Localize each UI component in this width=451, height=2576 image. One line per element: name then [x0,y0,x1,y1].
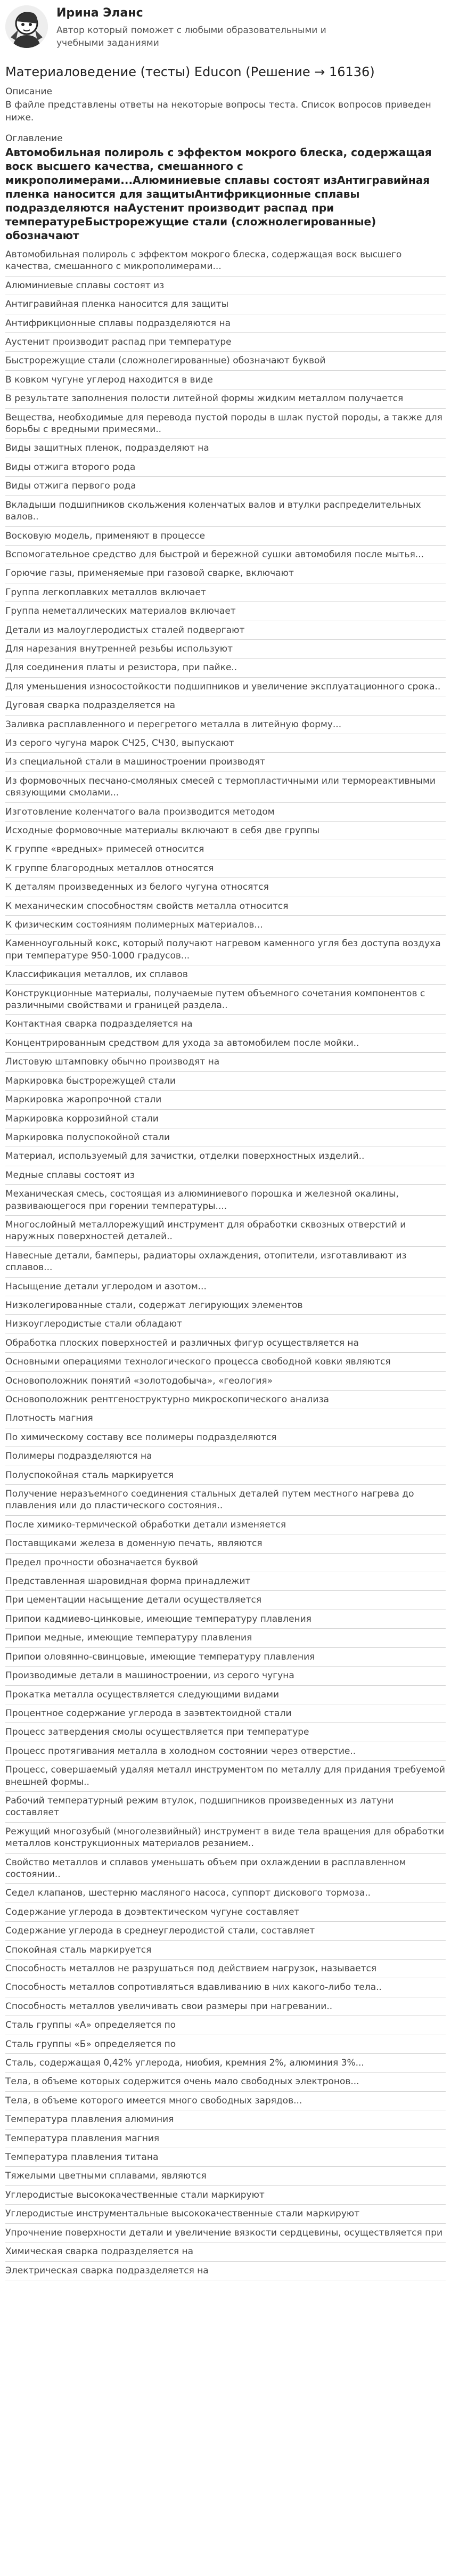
list-item: Содержание углерода в доэвтектическом чугуне составляет [5,1903,446,1922]
list-item: Виды защитных пленок, подразделяют на [5,439,446,458]
list-item: Температура плавления алюминия [5,2110,446,2129]
list-item: Получение неразъемного соединения стальных деталей путем местного нагрева до плавления или до пластического состояния.. [5,1485,446,1516]
author-block [5,5,446,50]
list-item: Контактная сварка подразделяется на [5,1015,446,1034]
list-item: В ковком чугуне углерод находится в виде [5,371,446,389]
list-item: Процесс затвердения смолы осуществляется при температуре [5,1723,446,1742]
list-item: Углеродистые инструментальные высококачественные стали маркируют [5,2205,446,2223]
list-item: Вкладыши подшипников скольжения коленчатых валов и втулки распределительных валов.. [5,496,446,527]
list-item: Низкоуглеродистые стали обладают [5,1315,446,1334]
toc-heading: Автомобильная полироль с эффектом мокрого блеска, содержащая воск высшего качества, смешанного с микрополимерами...Алюминиевые сплавы состоят изАнтигравийная пленка наносится для защитыАнтифрикционные сплавы подразделяются наАустенит производит распад при температуреБыстрорежущие стали (сложнолегированные) обозначают [5,146,432,242]
list-item: Процентное содержание углерода в заэвтектоидной стали [5,1704,446,1723]
list-item: Из формовочных песчано-смоляных смесей с термопластичными или термореактивными связующими смолами... [5,772,446,803]
list-item: Процесс, совершаемый удаляя металл инструментом по металлу для придания требуемой внешней формы.. [5,1761,446,1792]
list-item: Конструкционные материалы, получаемые путем объемного сочетания компонентов с различными свойствами и границей раздела.. [5,985,446,1015]
list-item: Детали из малоуглеродистых сталей подвергают [5,621,446,640]
list-item: Рабочий температурный режим втулок, подшипников произведенных из латуни составляет [5,1792,446,1823]
list-item: Горючие газы, применяемые при газовой сварке, включают [5,564,446,583]
list-item: К группе благородных металлов относятся [5,859,446,878]
list-item: Маркировка полуспокойной стали [5,1128,446,1147]
toc-label: Оглавление [5,133,63,144]
list-item: Полимеры подразделяются на [5,1447,446,1466]
list-item: Производимые детали в машиностроении, из серого чугуна [5,1667,446,1685]
list-item: Спокойная сталь маркируется [5,1941,446,1960]
list-item: Свойство металлов и сплавов уменьшать объем при охлаждении в расплавленном состоянии.. [5,1854,446,1884]
list-item: К физическим состояниям полимерных материалов... [5,916,446,934]
author-info [56,5,355,50]
list-item: Из серого чугуна марок СЧ25, СЧ30, выпускают [5,734,446,753]
list-item: Припои медные, имеющие температуру плавления [5,1629,446,1647]
description-text: В файле представлены ответы на некоторые вопросы теста. Список вопросов приведен ниже. [5,100,431,123]
list-item: Упрочнение поверхности детали и увеличение вязкости сердцевины, осуществляется при [5,2224,446,2242]
list-item: Восковую модель, применяют в процессе [5,527,446,546]
list-item: Насыщение детали углеродом и азотом... [5,1278,446,1296]
list-item: Маркировка коррозийной стали [5,1110,446,1128]
list-item: Многослойный металлорежущий инструмент для обработки сквозных отверстий и наружных поверхностей деталей.. [5,1216,446,1247]
list-item: Для уменьшения износостойкости подшипников и увеличение эксплуатационного срока.. [5,678,446,696]
list-item: Вспомогательное средство для быстрой и бережной сушки автомобиля после мытья... [5,546,446,564]
list-item: Основоположник понятий «золотодобыча», «геология» [5,1372,446,1391]
list-item: Способность металлов увеличивать свои размеры при нагревании.. [5,1997,446,2016]
list-item: Маркировка жаропрочной стали [5,1091,446,1109]
list-item: Низколегированные стали, содержат легирующих элементов [5,1296,446,1315]
list-item: Из специальной стали в машиностроении производят [5,753,446,771]
list-item: Поставщиками железа в доменную печать, являются [5,1534,446,1553]
list-item: Содержание углерода в среднеуглеродистой стали, составляет [5,1922,446,1940]
list-item: Способность металлов сопротивляться вдавливанию в них какого-либо тела.. [5,1978,446,1997]
list-item: К деталям произведенных из белого чугуна относятся [5,878,446,897]
author-description: Автор который поможет с любыми образовательными и учебными заданиями [56,25,326,48]
list-item: Прокатка металла осуществляется следующими видами [5,1686,446,1704]
list-item: Виды отжига первого рода [5,477,446,495]
list-item: Листовую штамповку обычно производят на [5,1053,446,1071]
list-item: Автомобильная полироль с эффектом мокрого блеска, содержащая воск высшего качества, смешанного с микрополимерами... [5,246,446,277]
list-item: Исходные формовочные материалы включают в себя две группы [5,822,446,840]
list-item: По химическому составу все полимеры подразделяются [5,1428,446,1447]
list-item: Материал, используемый для зачистки, отделки поверхностных изделий.. [5,1147,446,1166]
list-item: Температура плавления титана [5,2148,446,2167]
list-item: Сталь, содержащая 0,42% углерода, ниобия, кремния 2%, алюминия 3%... [5,2054,446,2073]
list-item: Тела, в объеме которого имеется много свободных зарядов... [5,2092,446,2110]
list-item: Режущий многозубый (многолезвийный) инструмент в виде тела вращения для обработки металлов конструкционных материалов резанием.. [5,1823,446,1854]
list-item: Группа легкоплавких металлов включает [5,583,446,602]
list-item: Медные сплавы состоят из [5,1166,446,1185]
list-item: К механическим способностям свойств металла относится [5,897,446,916]
list-item: К группе «вредных» примесей относится [5,840,446,859]
list-item: Тела, в объеме которых содержится очень мало свободных электронов... [5,2073,446,2091]
list-item: В результате заполнения полости литейной формы жидким металлом получается [5,389,446,408]
description-label: Описание [5,86,52,97]
list-item: Антигравийная пленка наносится для защиты [5,295,446,314]
list-item: Для нарезания внутренней резьбы используют [5,640,446,659]
list-item: Основоположник рентгеноструктурно микроскопического анализа [5,1391,446,1409]
list-item: Маркировка быстрорежущей стали [5,1072,446,1091]
page-title: Материаловедение (тесты) Educon (Решение → 16136) [5,64,375,79]
list-item: Заливка расплавленного и перегретого металла в литейную форму... [5,716,446,734]
list-item: Припои кадмиево-цинковые, имеющие температуру плавления [5,1610,446,1629]
list-item: Седел клапанов, шестерню масляного насоса, суппорт дискового тормоза.. [5,1884,446,1903]
list-item: Тяжелыми цветными сплавами, являются [5,2167,446,2185]
list-item: Группа неметаллических материалов включает [5,602,446,621]
list-item: После химико-термической обработки детали изменяется [5,1516,446,1534]
list-item: Классификация металлов, их сплавов [5,965,446,984]
list-item: Навесные детали, бамперы, радиаторы охлаждения, отопители, изготавливают из сплавов... [5,1247,446,1278]
list-item: Каменноугольный кокс, который получают нагревом каменного угля без доступа воздуха при температуре 950-1000 градусов... [5,934,446,965]
list-item: Температура плавления магния [5,2130,446,2148]
list-item: Антифрикционные сплавы подразделяются на [5,314,446,333]
list-item: При цементации насыщение детали осуществляется [5,1591,446,1610]
list-item: Предел прочности обозначается буквой [5,1554,446,1572]
list-item: Быстрорежущие стали (сложнолегированные) обозначают буквой [5,352,446,370]
list-item: Плотность магния [5,1409,446,1428]
list-item: Изготовление коленчатого вала производится методом [5,803,446,822]
list-item: Сталь группы «А» определяется по [5,2016,446,2035]
list-item: Процесс протягивания металла в холодном состоянии через отверстие.. [5,1742,446,1761]
list-item: Аустенит производит распад при температуре [5,333,446,352]
list-item: Углеродистые высококачественные стали маркируют [5,2186,446,2205]
list-item: Химическая сварка подразделяется на [5,2242,446,2261]
list-item: Механическая смесь, состоящая из алюминиевого порошка и железной окалины, развивающегося при горении температуры.... [5,1185,446,1216]
list-item: Дуговая сварка подразделяется на [5,696,446,715]
author-name[interactable]: Ирина Эланс [56,6,143,20]
list-item: Электрическая сварка подразделяется на [5,2262,446,2280]
list-item: Для соединения платы и резистора, при пайке.. [5,659,446,677]
avatar-illustration-icon [5,5,48,48]
question-list [5,246,446,2280]
list-item: Виды отжига второго рода [5,458,446,477]
list-item: Основными операциями технологического процесса свободной ковки являются [5,1353,446,1371]
list-item: Обработка плоских поверхностей и различных фигур осуществляется на [5,1334,446,1353]
list-item: Припои оловянно-свинцовые, имеющие температуру плавления [5,1648,446,1667]
avatar[interactable] [5,5,48,48]
list-item: Вещества, необходимые для перевода пустой породы в шлак пустой породы, а также для борьбы с вредными примесями.. [5,409,446,440]
list-item: Сталь группы «Б» определяется по [5,2035,446,2054]
list-item: Концентрированным средством для ухода за автомобилем после мойки.. [5,1034,446,1053]
list-item: Алюминиевые сплавы состоят из [5,277,446,295]
list-item: Полуспокойная сталь маркируется [5,1466,446,1485]
list-item: Способность металлов не разрушаться под действием нагрузок, называется [5,1960,446,1978]
list-item: Представленная шаровидная форма принадлежит [5,1572,446,1591]
